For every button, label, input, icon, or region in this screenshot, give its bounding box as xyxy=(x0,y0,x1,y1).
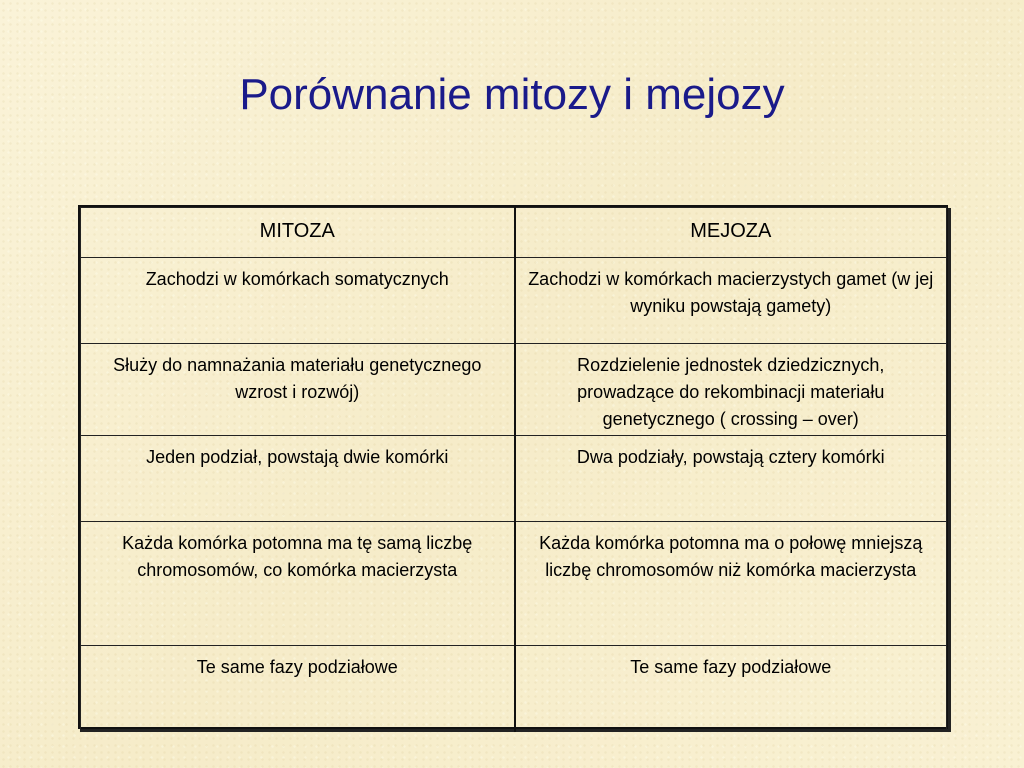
table-row xyxy=(81,646,947,732)
comparison-table-container xyxy=(78,205,948,729)
header-mejoza: MEJOZA xyxy=(515,208,947,258)
table-row xyxy=(81,258,947,344)
header-mitoza: MITOZA xyxy=(81,208,515,258)
cell-mejoza: Każda komórka potomna ma o połowę mniejszą liczbę chromosomów niż komórka macierzysta xyxy=(515,522,947,646)
cell-mitoza: Każda komórka potomna ma tę samą liczbę chromosomów, co komórka macierzysta xyxy=(81,522,515,646)
slide-title: Porównanie mitozy i mejozy xyxy=(239,70,785,119)
table-row xyxy=(81,522,947,646)
cell-mejoza: Te same fazy podziałowe xyxy=(515,646,947,732)
cell-mitoza: Te same fazy podziałowe xyxy=(81,646,515,732)
table-row xyxy=(81,436,947,522)
cell-mejoza: Dwa podziały, powstają cztery komórki xyxy=(515,436,947,522)
table-header-row xyxy=(81,208,947,258)
cell-mitoza: Jeden podział, powstają dwie komórki xyxy=(81,436,515,522)
cell-mitoza: Służy do namnażania materiału genetycznego wzrost i rozwój) xyxy=(81,344,515,436)
comparison-table xyxy=(80,207,947,732)
table-row xyxy=(81,344,947,436)
cell-mitoza: Zachodzi w komórkach somatycznych xyxy=(81,258,515,344)
cell-mejoza: Rozdzielenie jednostek dziedzicznych, prowadzące do rekombinacji materiału genetycznego ( crossing – over) xyxy=(515,344,947,436)
cell-mejoza: Zachodzi w komórkach macierzystych gamet (w jej wyniku powstają gamety) xyxy=(515,258,947,344)
